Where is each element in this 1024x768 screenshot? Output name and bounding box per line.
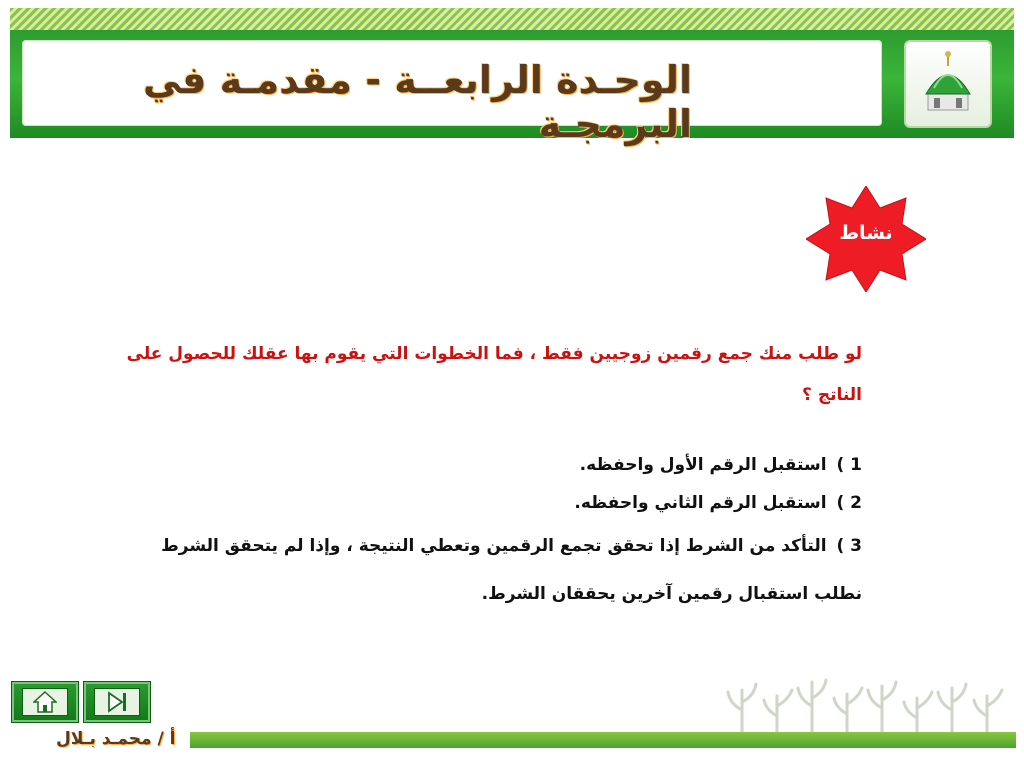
decorative-plants [722, 670, 1012, 740]
step-item [116, 484, 862, 522]
step-number: 1 ) [836, 455, 862, 475]
step-number: 2 ) [836, 493, 862, 513]
activity-label: نشاط [839, 222, 893, 244]
steps-list [116, 446, 862, 618]
step-item [116, 446, 862, 484]
next-button-face [94, 688, 140, 716]
title-panel [22, 40, 882, 146]
home-icon [33, 691, 57, 713]
footer-bar [186, 732, 1016, 748]
step-text: التأكد من الشرط إذا تحقق تجمع الرقمين وتعطي النتيجة ، وإذا لم يتحقق الشرط نطلب استقبال رقمين آخرين يحققان الشرط. [161, 536, 862, 604]
mosque-dome-icon [912, 48, 984, 120]
step-number: 3 ) [836, 536, 862, 556]
home-button-face [22, 688, 68, 716]
logo [904, 40, 992, 128]
header-top-stripe [10, 8, 1014, 30]
slide-title: الوحـدة الرابعــة - مقدمـة في البرمجـة [143, 58, 692, 146]
next-slide-icon [105, 691, 129, 713]
author-name: أ / محمـد بـلال [56, 729, 176, 749]
step-text: استقبل الرقم الأول واحفظه. [579, 455, 827, 475]
next-slide-button[interactable] [84, 682, 150, 722]
home-button[interactable] [12, 682, 78, 722]
question-text: لو طلب منك جمع رقمين زوجيين فقط ، فما الخطوات التي يقوم بها عقلك للحصول على الناتج ؟ [126, 344, 862, 405]
step-item [116, 522, 862, 618]
step-text: استقبل الرقم الثاني واحفظه. [574, 493, 827, 513]
